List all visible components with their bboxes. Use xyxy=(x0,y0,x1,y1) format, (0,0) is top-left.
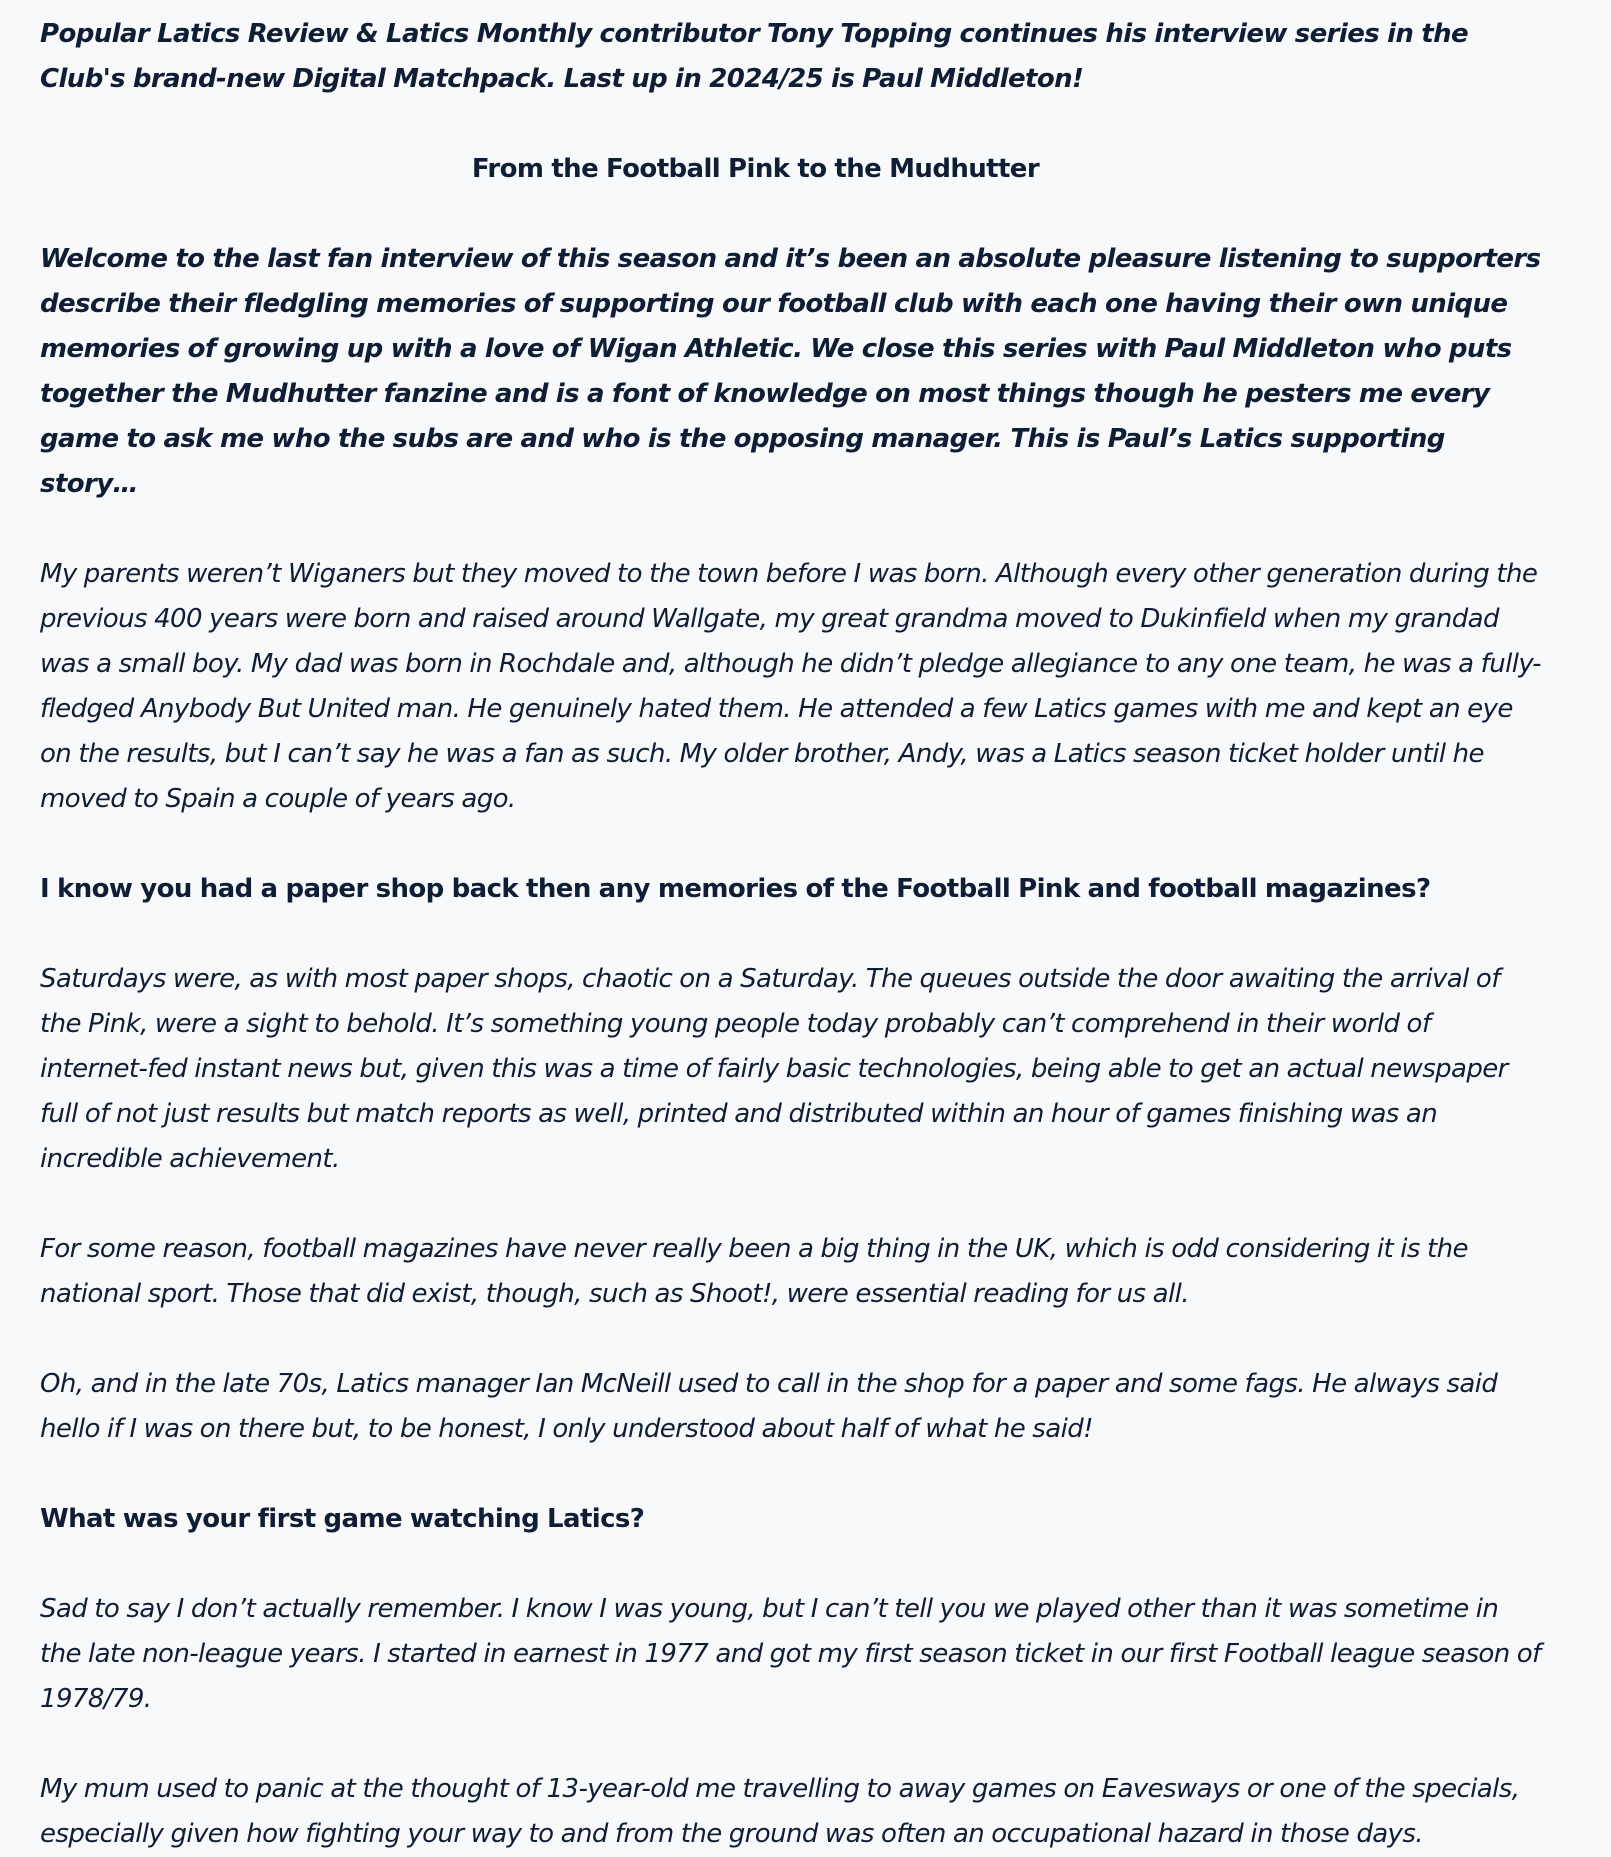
lead-paragraph: Welcome to the last fan interview of this season and it’s been an absolute pleasure listening to supporters describe their fledgling memories of supporting our football club with each one having their own unique memories of growing up with a love of Wigan Athletic. We close this series with Paul Middleton who puts together the Mudhutter fanzine and is a font of knowledge on most things though he pesters me every game to ask me who the subs are and who is the opposing manager. This is Paul’s Latics supporting story… xyxy=(40,244,1541,499)
answer-paragraph: Saturdays were, as with most paper shops, chaotic on a Saturday. The queues outside the door awaiting the arrival of the Pink, were a sight to behold. It’s something young people today probably can’t comprehend in their world of internet-fed instant news but, given this was a time of fairly basic technologies, being able to get an actual newspaper full of not just results but match reports as well, printed and distributed within an hour of games finishing was an incredible achievement. xyxy=(40,964,1508,1174)
answer-paragraph: My parents weren’t Wiganers but they moved to the town before I was born. Although every other generation during the previous 400 years were born and raised around Wallgate, my great grandma moved to Dukinfield when my grandad was a small boy. My dad was born in Rochdale and, although he didn’t pledge allegiance to any one team, he was a fully-fledged Anybody But United man. He genuinely hated them. He attended a few Latics games with me and kept an eye on the results, but I can’t say he was a fan as such. My older brother, Andy, was a Latics season ticket holder until he moved to Spain a couple of years ago. xyxy=(40,559,1541,814)
answer-paragraph: My mum used to panic at the thought of 13-year-old me travelling to away games on Eavesways or one of the specials, especially given how fighting your way to and from the ground was often an occupational hazard in those days. xyxy=(40,1774,1520,1849)
answer-paragraph: For some reason, football magazines have never really been a big thing in the UK, which is odd considering it is the national sport. Those that did exist, though, such as Shoot!, were essential reading for us all. xyxy=(40,1234,1468,1309)
intro-paragraph: Popular Latics Review & Latics Monthly contributor Tony Topping continues his interview series in the Club's brand-new Digital Matchpack. Last up in 2024/25 is Paul Middleton! xyxy=(40,19,1469,94)
answer-paragraph: Oh, and in the late 70s, Latics manager Ian McNeill used to call in the shop for a paper and some fags. He always said hello if I was on there but, to be honest, I only understood about half of what he said! xyxy=(40,1369,1498,1444)
question-heading: I know you had a paper shop back then any memories of the Football Pink and football magazines? xyxy=(40,874,1431,904)
article-title: From the Football Pink to the Mudhutter xyxy=(471,154,1040,184)
answer-paragraph: Sad to say I don’t actually remember. I know I was young, but I can’t tell you we played other than it was sometime in the late non-league years. I started in earnest in 1977 and got my first season ticket in our first Football league season of 1978/79. xyxy=(40,1594,1541,1714)
question-heading: What was your first game watching Latics? xyxy=(40,1504,645,1534)
